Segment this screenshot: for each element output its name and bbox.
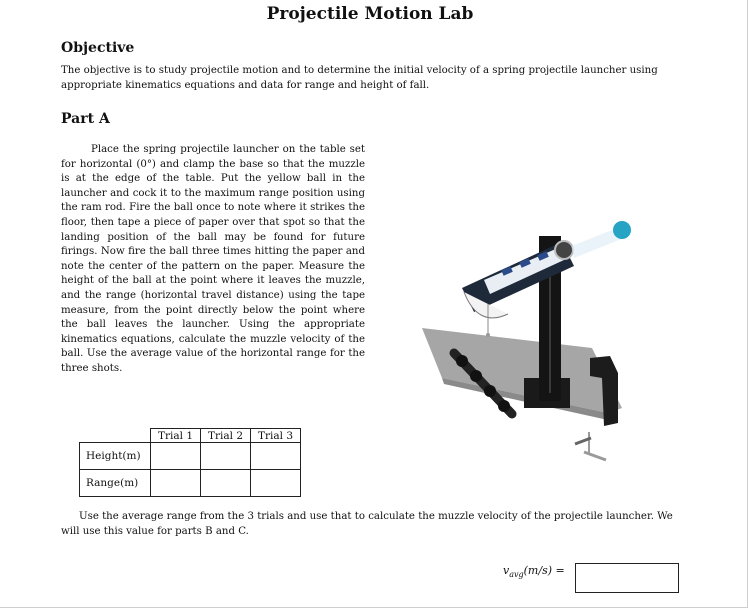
part-a-heading: Part A [61, 111, 110, 127]
page-title: Projectile Motion Lab [266, 4, 474, 24]
answer-variable: v [503, 564, 510, 577]
velocity-answer-box[interactable] [575, 563, 679, 593]
projectile-launcher-photo [412, 208, 644, 470]
instruction-text: Use the average range from the 3 trials and use that to calculate the muzzle velocity of the projectile launcher. We will use this value for parts B and C. [61, 511, 673, 537]
col-header-trial-2: Trial 2 [201, 429, 251, 443]
ball-icon [613, 221, 631, 239]
range-trial-3-cell[interactable] [251, 470, 301, 497]
objective-text: The objective is to study projectile motion and to determine the initial velocity of a spring projectile launcher using appropriate kinematics equations and data for range and height of fall. [61, 65, 658, 91]
trials-table [79, 428, 301, 497]
height-trial-1-cell[interactable] [151, 443, 201, 470]
col-header-trial-3: Trial 3 [251, 429, 301, 443]
answer-label [503, 564, 565, 579]
answer-subscript: avg [509, 570, 524, 580]
table-header-row [80, 429, 301, 443]
row-label-range: Range(m) [80, 470, 151, 497]
range-trial-2-cell[interactable] [201, 470, 251, 497]
row-label-height: Height(m) [80, 443, 151, 470]
table-row [80, 470, 301, 497]
answer-unit: (m/s) = [523, 564, 565, 577]
table-corner [80, 429, 151, 443]
height-trial-3-cell[interactable] [251, 443, 301, 470]
range-trial-1-cell[interactable] [151, 470, 201, 497]
height-trial-2-cell[interactable] [201, 443, 251, 470]
table-row [80, 443, 301, 470]
col-header-trial-1: Trial 1 [151, 429, 201, 443]
objective-heading: Objective [61, 40, 135, 56]
part-a-text: Place the spring projectile launcher on the table set for horizontal (0°) and clamp the base so that the muzzle is at the edge of the table. Put the yellow ball in the launcher and cock it to the maximum range position using the ram rod. Fire the ball once to note where it strikes the floor, then tape a piece of paper over that spot so that the landing position of the ball may be found for future firings. Now fire the ball three times hitting the paper and note the center of the pattern on the paper. Measure the height of the ball at the point where it leaves the muzzle, and the range (horizontal travel distance) using the tape measure, from the point directly below the point where the ball leaves the launcher. Using the appropriate kinematics equations, calculate the muzzle velocity of the ball. Use the average value of the horizontal range for the three shots. [61, 144, 365, 374]
